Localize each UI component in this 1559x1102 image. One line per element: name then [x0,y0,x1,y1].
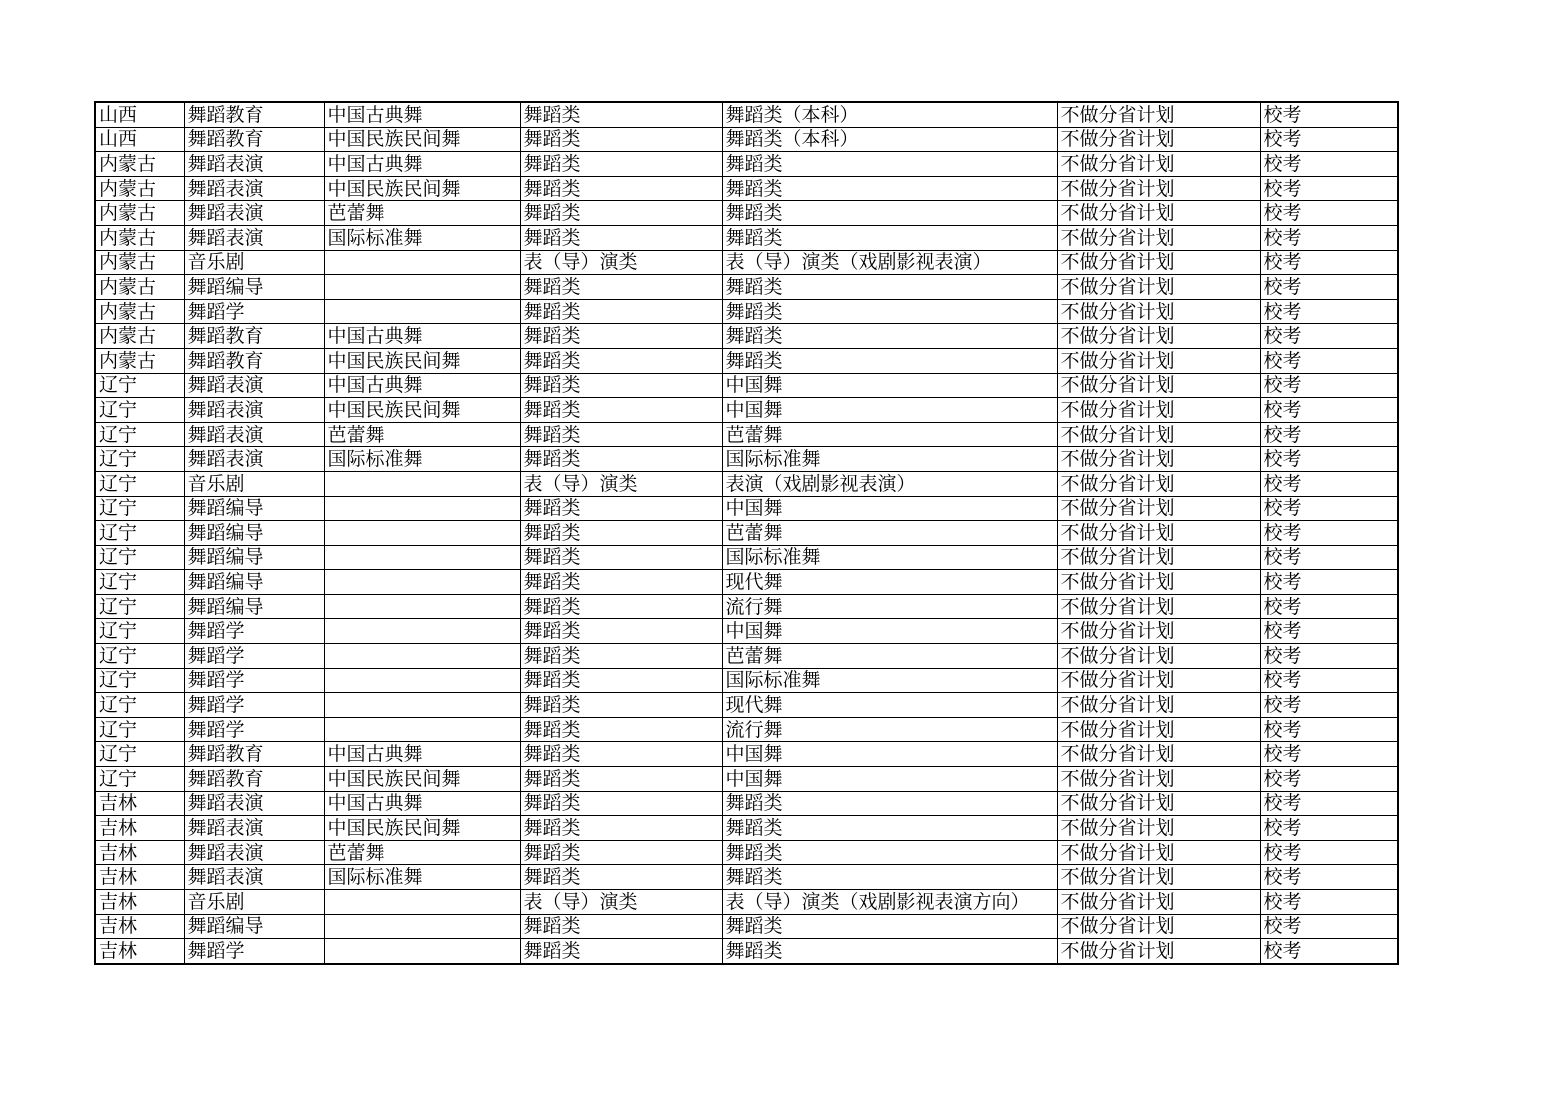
province-cell: 内蒙古 [95,324,184,349]
exam-type-cell: 校考 [1260,398,1398,423]
table-row [95,471,1398,496]
table-row [95,742,1398,767]
category-cell: 舞蹈类 [520,299,722,324]
direction-cell: 中国古典舞 [324,324,520,349]
direction-cell [324,250,520,275]
exam-type-cell: 校考 [1260,496,1398,521]
plan-cell: 不做分省计划 [1057,373,1260,398]
exam-type-cell: 校考 [1260,619,1398,644]
exam-type-cell: 校考 [1260,914,1398,939]
table-row [95,127,1398,152]
category-cell: 舞蹈类 [520,373,722,398]
province-cell: 辽宁 [95,717,184,742]
province-cell: 吉林 [95,939,184,964]
province-cell: 吉林 [95,890,184,915]
direction-cell [324,693,520,718]
plan-cell: 不做分省计划 [1057,717,1260,742]
exam-type-cell: 校考 [1260,471,1398,496]
table-row [95,324,1398,349]
plan-cell: 不做分省计划 [1057,693,1260,718]
province-cell: 吉林 [95,840,184,865]
category-cell: 舞蹈类 [520,176,722,201]
province-cell: 辽宁 [95,570,184,595]
table-row [95,521,1398,546]
direction-cell: 中国民族民间舞 [324,348,520,373]
exam-category-cell: 舞蹈类 [722,791,1057,816]
exam-category-cell: 芭蕾舞 [722,422,1057,447]
category-cell: 舞蹈类 [520,201,722,226]
plan-cell: 不做分省计划 [1057,422,1260,447]
table-row [95,791,1398,816]
category-cell: 舞蹈类 [520,717,722,742]
direction-cell: 芭蕾舞 [324,201,520,226]
direction-cell [324,717,520,742]
category-cell: 舞蹈类 [520,816,722,841]
table-row [95,275,1398,300]
major-cell: 舞蹈教育 [184,324,324,349]
category-cell: 舞蹈类 [520,127,722,152]
category-cell: 舞蹈类 [520,914,722,939]
province-cell: 辽宁 [95,644,184,669]
category-cell: 舞蹈类 [520,865,722,890]
major-cell: 舞蹈学 [184,619,324,644]
exam-type-cell: 校考 [1260,939,1398,964]
major-cell: 舞蹈教育 [184,742,324,767]
category-cell: 舞蹈类 [520,422,722,447]
category-cell: 舞蹈类 [520,398,722,423]
province-cell: 辽宁 [95,594,184,619]
exam-type-cell: 校考 [1260,299,1398,324]
plan-cell: 不做分省计划 [1057,250,1260,275]
plan-cell: 不做分省计划 [1057,102,1260,127]
exam-category-cell: 舞蹈类 [722,275,1057,300]
direction-cell: 国际标准舞 [324,865,520,890]
plan-cell: 不做分省计划 [1057,939,1260,964]
exam-category-cell: 现代舞 [722,693,1057,718]
exam-category-cell: 表演（戏剧影视表演） [722,471,1057,496]
exam-category-cell: 舞蹈类 [722,914,1057,939]
direction-cell [324,471,520,496]
province-cell: 内蒙古 [95,201,184,226]
major-cell: 舞蹈学 [184,693,324,718]
exam-category-cell: 表（导）演类（戏剧影视表演） [722,250,1057,275]
major-cell: 舞蹈教育 [184,767,324,792]
exam-category-cell: 舞蹈类 [722,299,1057,324]
major-cell: 舞蹈表演 [184,176,324,201]
plan-cell: 不做分省计划 [1057,398,1260,423]
major-cell: 舞蹈表演 [184,373,324,398]
exam-category-cell: 舞蹈类 [722,348,1057,373]
exam-category-cell: 舞蹈类 [722,816,1057,841]
category-cell: 舞蹈类 [520,447,722,472]
table-row [95,102,1398,127]
direction-cell [324,521,520,546]
direction-cell: 中国民族民间舞 [324,398,520,423]
exam-category-cell: 舞蹈类（本科） [722,102,1057,127]
exam-category-cell: 表（导）演类（戏剧影视表演方向） [722,890,1057,915]
direction-cell [324,890,520,915]
direction-cell [324,275,520,300]
exam-type-cell: 校考 [1260,594,1398,619]
exam-type-cell: 校考 [1260,717,1398,742]
major-cell: 舞蹈表演 [184,152,324,177]
category-cell: 舞蹈类 [520,644,722,669]
direction-cell: 芭蕾舞 [324,422,520,447]
plan-cell: 不做分省计划 [1057,275,1260,300]
direction-cell [324,594,520,619]
direction-cell: 中国民族民间舞 [324,767,520,792]
exam-category-cell: 舞蹈类 [722,324,1057,349]
province-cell: 辽宁 [95,619,184,644]
exam-category-cell: 舞蹈类 [722,865,1057,890]
province-cell: 辽宁 [95,447,184,472]
table-row [95,225,1398,250]
plan-cell: 不做分省计划 [1057,791,1260,816]
plan-cell: 不做分省计划 [1057,152,1260,177]
province-cell: 内蒙古 [95,225,184,250]
category-cell: 舞蹈类 [520,496,722,521]
exam-type-cell: 校考 [1260,644,1398,669]
province-cell: 辽宁 [95,496,184,521]
exam-type-cell: 校考 [1260,693,1398,718]
province-cell: 内蒙古 [95,348,184,373]
table-row [95,496,1398,521]
direction-cell: 中国民族民间舞 [324,176,520,201]
exam-type-cell: 校考 [1260,348,1398,373]
exam-type-cell: 校考 [1260,176,1398,201]
table-row [95,594,1398,619]
exam-type-cell: 校考 [1260,668,1398,693]
plan-cell: 不做分省计划 [1057,201,1260,226]
major-cell: 舞蹈教育 [184,127,324,152]
major-cell: 舞蹈表演 [184,865,324,890]
direction-cell: 中国古典舞 [324,791,520,816]
exam-category-cell: 中国舞 [722,496,1057,521]
exam-category-cell: 流行舞 [722,594,1057,619]
category-cell: 舞蹈类 [520,225,722,250]
major-cell: 舞蹈编导 [184,570,324,595]
category-cell: 舞蹈类 [520,570,722,595]
exam-category-cell: 舞蹈类 [722,225,1057,250]
plan-cell: 不做分省计划 [1057,619,1260,644]
province-cell: 吉林 [95,791,184,816]
category-cell: 舞蹈类 [520,668,722,693]
exam-type-cell: 校考 [1260,791,1398,816]
plan-cell: 不做分省计划 [1057,570,1260,595]
exam-category-cell: 中国舞 [722,398,1057,423]
plan-cell: 不做分省计划 [1057,348,1260,373]
plan-cell: 不做分省计划 [1057,865,1260,890]
exam-type-cell: 校考 [1260,275,1398,300]
exam-category-cell: 舞蹈类 [722,152,1057,177]
exam-category-cell: 芭蕾舞 [722,521,1057,546]
province-cell: 内蒙古 [95,275,184,300]
table-row [95,816,1398,841]
category-cell: 舞蹈类 [520,348,722,373]
direction-cell: 国际标准舞 [324,447,520,472]
plan-cell: 不做分省计划 [1057,521,1260,546]
direction-cell [324,496,520,521]
table-row [95,570,1398,595]
direction-cell: 中国民族民间舞 [324,127,520,152]
table-row [95,398,1398,423]
table-row [95,201,1398,226]
province-cell: 辽宁 [95,373,184,398]
category-cell: 舞蹈类 [520,742,722,767]
category-cell: 舞蹈类 [520,693,722,718]
direction-cell: 中国民族民间舞 [324,816,520,841]
direction-cell [324,939,520,964]
table-row [95,447,1398,472]
category-cell: 表（导）演类 [520,890,722,915]
province-cell: 山西 [95,127,184,152]
direction-cell [324,914,520,939]
plan-cell: 不做分省计划 [1057,496,1260,521]
major-cell: 舞蹈学 [184,668,324,693]
table-row [95,717,1398,742]
table-row [95,373,1398,398]
exam-type-cell: 校考 [1260,767,1398,792]
major-cell: 舞蹈学 [184,644,324,669]
major-cell: 舞蹈教育 [184,102,324,127]
category-cell: 舞蹈类 [520,545,722,570]
major-cell: 舞蹈表演 [184,398,324,423]
major-cell: 舞蹈编导 [184,275,324,300]
category-cell: 舞蹈类 [520,521,722,546]
table-row [95,644,1398,669]
major-cell: 舞蹈表演 [184,225,324,250]
province-cell: 辽宁 [95,767,184,792]
exam-category-cell: 现代舞 [722,570,1057,595]
table-row [95,865,1398,890]
direction-cell [324,299,520,324]
exam-type-cell: 校考 [1260,840,1398,865]
province-cell: 辽宁 [95,521,184,546]
province-cell: 辽宁 [95,668,184,693]
province-cell: 吉林 [95,865,184,890]
province-cell: 内蒙古 [95,176,184,201]
category-cell: 舞蹈类 [520,594,722,619]
direction-cell [324,644,520,669]
table-body [95,102,1398,964]
category-cell: 舞蹈类 [520,767,722,792]
major-cell: 舞蹈表演 [184,447,324,472]
exam-type-cell: 校考 [1260,521,1398,546]
direction-cell: 国际标准舞 [324,225,520,250]
exam-type-cell: 校考 [1260,816,1398,841]
table-row [95,914,1398,939]
major-cell: 舞蹈编导 [184,594,324,619]
table-row [95,890,1398,915]
plan-cell: 不做分省计划 [1057,545,1260,570]
plan-cell: 不做分省计划 [1057,447,1260,472]
direction-cell: 芭蕾舞 [324,840,520,865]
province-cell: 内蒙古 [95,299,184,324]
exam-category-cell: 国际标准舞 [722,668,1057,693]
exam-type-cell: 校考 [1260,865,1398,890]
category-cell: 表（导）演类 [520,250,722,275]
plan-cell: 不做分省计划 [1057,176,1260,201]
exam-type-cell: 校考 [1260,225,1398,250]
major-cell: 舞蹈表演 [184,422,324,447]
province-cell: 吉林 [95,914,184,939]
exam-category-cell: 中国舞 [722,619,1057,644]
province-cell: 辽宁 [95,742,184,767]
exam-type-cell: 校考 [1260,545,1398,570]
category-cell: 舞蹈类 [520,619,722,644]
exam-category-cell: 国际标准舞 [722,447,1057,472]
table-row [95,422,1398,447]
major-cell: 舞蹈学 [184,939,324,964]
exam-type-cell: 校考 [1260,127,1398,152]
table-row [95,348,1398,373]
exam-type-cell: 校考 [1260,373,1398,398]
exam-category-cell: 芭蕾舞 [722,644,1057,669]
direction-cell [324,668,520,693]
category-cell: 舞蹈类 [520,791,722,816]
plan-cell: 不做分省计划 [1057,127,1260,152]
province-cell: 辽宁 [95,471,184,496]
exam-type-cell: 校考 [1260,742,1398,767]
category-cell: 舞蹈类 [520,324,722,349]
province-cell: 辽宁 [95,693,184,718]
plan-cell: 不做分省计划 [1057,594,1260,619]
province-cell: 山西 [95,102,184,127]
major-cell: 音乐剧 [184,471,324,496]
major-cell: 舞蹈编导 [184,496,324,521]
exam-type-cell: 校考 [1260,324,1398,349]
major-cell: 舞蹈编导 [184,545,324,570]
table-row [95,299,1398,324]
exam-type-cell: 校考 [1260,890,1398,915]
province-cell: 辽宁 [95,422,184,447]
exam-category-cell: 舞蹈类 [722,939,1057,964]
exam-type-cell: 校考 [1260,570,1398,595]
direction-cell [324,570,520,595]
major-cell: 舞蹈学 [184,299,324,324]
plan-cell: 不做分省计划 [1057,742,1260,767]
plan-cell: 不做分省计划 [1057,890,1260,915]
direction-cell: 中国古典舞 [324,373,520,398]
plan-cell: 不做分省计划 [1057,225,1260,250]
table-row [95,619,1398,644]
table-row [95,250,1398,275]
exam-type-cell: 校考 [1260,422,1398,447]
exam-category-cell: 流行舞 [722,717,1057,742]
major-cell: 舞蹈学 [184,717,324,742]
table-row [95,545,1398,570]
major-cell: 舞蹈表演 [184,791,324,816]
exam-category-cell: 中国舞 [722,373,1057,398]
table-row [95,939,1398,964]
category-cell: 舞蹈类 [520,102,722,127]
province-cell: 内蒙古 [95,152,184,177]
exam-category-cell: 国际标准舞 [722,545,1057,570]
table-row [95,176,1398,201]
province-cell: 辽宁 [95,398,184,423]
category-cell: 表（导）演类 [520,471,722,496]
province-cell: 内蒙古 [95,250,184,275]
plan-cell: 不做分省计划 [1057,668,1260,693]
province-cell: 辽宁 [95,545,184,570]
exam-type-cell: 校考 [1260,152,1398,177]
plan-cell: 不做分省计划 [1057,324,1260,349]
table-row [95,152,1398,177]
direction-cell: 中国古典舞 [324,152,520,177]
plan-cell: 不做分省计划 [1057,914,1260,939]
exam-type-cell: 校考 [1260,201,1398,226]
exam-category-cell: 中国舞 [722,742,1057,767]
major-cell: 音乐剧 [184,250,324,275]
major-cell: 舞蹈表演 [184,816,324,841]
plan-cell: 不做分省计划 [1057,299,1260,324]
direction-cell: 中国古典舞 [324,102,520,127]
category-cell: 舞蹈类 [520,939,722,964]
admissions-table [94,101,1399,965]
category-cell: 舞蹈类 [520,152,722,177]
table-row [95,840,1398,865]
plan-cell: 不做分省计划 [1057,644,1260,669]
table-row [95,693,1398,718]
table-row [95,668,1398,693]
major-cell: 舞蹈编导 [184,914,324,939]
province-cell: 吉林 [95,816,184,841]
plan-cell: 不做分省计划 [1057,767,1260,792]
exam-category-cell: 舞蹈类 [722,840,1057,865]
exam-type-cell: 校考 [1260,250,1398,275]
exam-type-cell: 校考 [1260,447,1398,472]
exam-category-cell: 舞蹈类（本科） [722,127,1057,152]
major-cell: 音乐剧 [184,890,324,915]
major-cell: 舞蹈表演 [184,201,324,226]
exam-category-cell: 舞蹈类 [722,176,1057,201]
direction-cell [324,545,520,570]
exam-category-cell: 舞蹈类 [722,201,1057,226]
category-cell: 舞蹈类 [520,275,722,300]
direction-cell: 中国古典舞 [324,742,520,767]
major-cell: 舞蹈编导 [184,521,324,546]
direction-cell [324,619,520,644]
exam-category-cell: 中国舞 [722,767,1057,792]
category-cell: 舞蹈类 [520,840,722,865]
table-row [95,767,1398,792]
exam-type-cell: 校考 [1260,102,1398,127]
major-cell: 舞蹈教育 [184,348,324,373]
major-cell: 舞蹈表演 [184,840,324,865]
plan-cell: 不做分省计划 [1057,816,1260,841]
plan-cell: 不做分省计划 [1057,471,1260,496]
plan-cell: 不做分省计划 [1057,840,1260,865]
